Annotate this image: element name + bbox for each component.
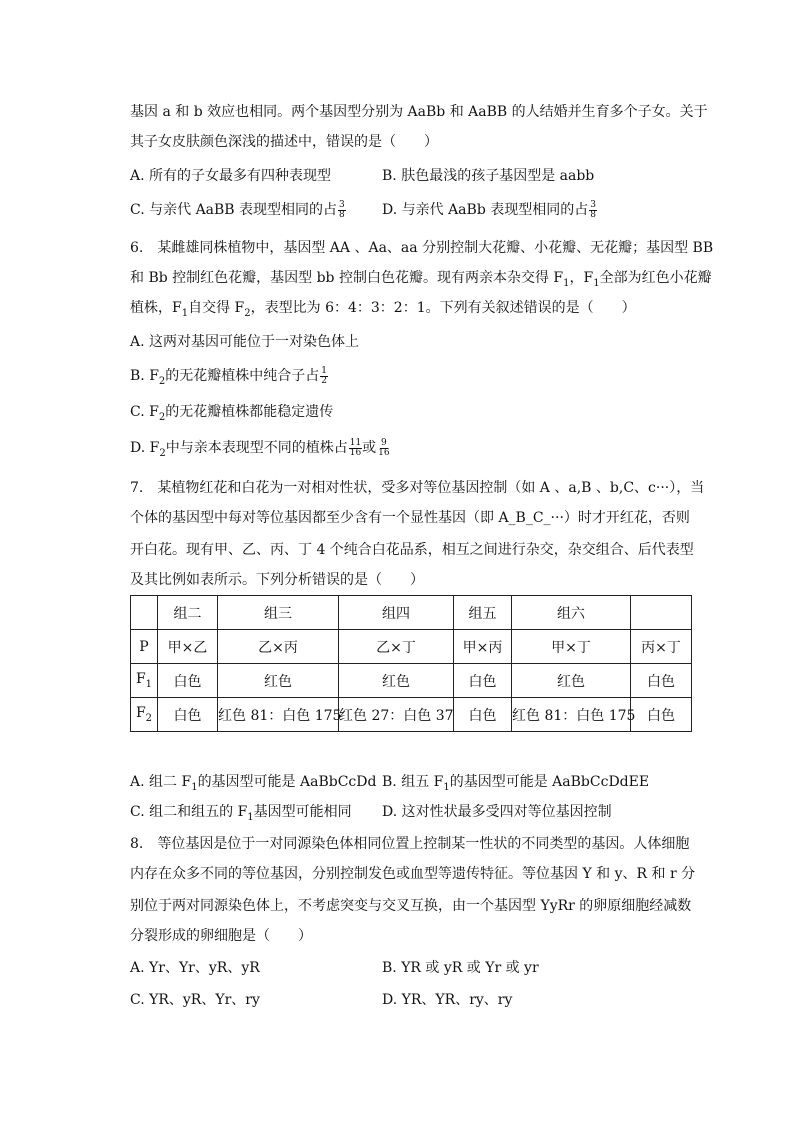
table-header xyxy=(131,596,158,630)
q8-stem-line-1: 8. 等位基因是位于一对同源染色体相同位置上控制某一性状的不同类型的基因。人体细胞 xyxy=(130,836,690,852)
q5-stem-line-1: 基因 a 和 b 效应也相同。两个基因型分别为 AaBb 和 AaBB 的人结婚并生育多个子女。关于 xyxy=(130,104,708,120)
table-cell: 白色 xyxy=(631,664,692,698)
cross-results-table xyxy=(130,595,692,732)
q7-option-b: B. 组五 $F_1$的基因型可能是 AaBbCcDdEE xyxy=(382,774,650,793)
table-cell: 丙×丁 xyxy=(631,630,692,664)
table-header: 组二 xyxy=(158,596,218,630)
q7-option-d: D. 这对性状最多受四对等位基因控制 xyxy=(382,804,612,820)
fraction: $\frac{3}{8}$ xyxy=(590,199,596,220)
table-cell: 乙×丙 xyxy=(218,630,339,664)
table-cell: 乙×丁 xyxy=(339,630,454,664)
table-cell: 红色 xyxy=(512,664,631,698)
q5-option-c-text: C. 与亲代 AaBB 表现型相同的占 xyxy=(130,202,338,218)
q8-option-b: B. YR 或 yR 或 Yr 或 yr xyxy=(382,960,539,976)
q8-stem-line-4: 分裂形成的卵细胞是（ ） xyxy=(130,928,312,944)
table-cell: 白色 xyxy=(454,698,512,732)
q5-option-d xyxy=(382,200,597,220)
table-cell: 红色 xyxy=(339,664,454,698)
q8-stem-line-2: 内存在众多不同的等位基因，分别控制发色或血型等遗传特征。等位基因 Y 和 y、R 和 r 分 xyxy=(130,866,696,882)
q6-option-a: A. 这两对基因可能位于一对染色体上 xyxy=(130,334,360,350)
q7-option-c: C. 组二和组五的 $F_1$基因型可能相同 xyxy=(130,804,352,823)
q6-option-c: C. $F_2$的无花瓣植株都能稳定遗传 xyxy=(130,404,334,423)
table-cell: P xyxy=(131,630,158,664)
fraction: $\frac{1}{2}$ xyxy=(321,365,328,386)
table-cell: 红色 27：白色 37 xyxy=(339,698,454,732)
table-header: 组五 xyxy=(454,596,512,630)
q8-stem-line-3: 别位于两对同源染色体上，不考虑突变与交叉互换，由一个基因型 YyRr 的卵原细胞经减数 xyxy=(130,898,692,914)
q7-stem-line-4: 及其比例如表所示。下列分析错误的是（ ） xyxy=(130,572,424,588)
table-row xyxy=(131,630,692,664)
table-cell: 甲×丁 xyxy=(512,630,631,664)
table-row xyxy=(131,698,692,732)
table-cell: $F_1$ xyxy=(131,664,158,698)
q6-stem-line-2: 和 Bb 控制红色花瓣，基因型 bb 控制白色花瓣。现有两亲本杂交得 $F_1$，$F_1$全部为红色小花瓣 xyxy=(130,270,712,289)
q5-option-b: B. 肤色最浅的孩子基因型是 aabb xyxy=(382,168,595,184)
q7-stem-line-1: 7. 某植物红花和白花为一对相对性状，受多对等位基因控制（如 A 、a,B 、b,C、c···），当 xyxy=(130,480,705,496)
q6-stem-line-1: 6. 某雌雄同株植物中，基因型 AA 、Aa、aa 分别控制大花瓣、小花瓣、无花瓣；基因型 BB xyxy=(130,240,714,256)
table-cell: 红色 81：白色 175 xyxy=(218,698,339,732)
table-header-row xyxy=(131,596,692,630)
q7-stem-line-3: 开白花。现有甲、乙、丙、丁 4 个纯合白花品系，相互之间进行杂交，杂交组合、后代表型 xyxy=(130,542,694,558)
table-cell: 红色 xyxy=(218,664,339,698)
table-cell: 白色 xyxy=(158,664,218,698)
fraction: $\frac{11}{16}$ xyxy=(349,437,362,458)
q7-stem-line-2: 个体的基因型中每对等位基因都至少含有一个显性基因（即 A_B_C_···）时才开红花，否则 xyxy=(130,510,690,526)
table-cell: 白色 xyxy=(631,698,692,732)
table-header: 组三 xyxy=(218,596,339,630)
table-cell: 甲×乙 xyxy=(158,630,218,664)
table-cell: $F_2$ xyxy=(131,698,158,732)
table-header: 组六 xyxy=(512,596,631,630)
table-cell: 红色 81：白色 175 xyxy=(512,698,631,732)
table-header xyxy=(631,596,692,630)
q6-option-d: D. $F_2$中与亲本表现型不同的植株占 $\frac{11}{16}$ 或 $\frac{9}{16}$ xyxy=(130,437,390,459)
table-cell: 甲×丙 xyxy=(454,630,512,664)
q8-option-d: D. YR、YR、ry、ry xyxy=(382,992,513,1008)
q7-option-a: A. 组二 $F_1$的基因型可能是 AaBbCcDd xyxy=(130,774,377,793)
table-cell: 白色 xyxy=(158,698,218,732)
q5-option-a: A. 所有的子女最多有四种表现型 xyxy=(130,168,332,184)
fraction: $\frac{3}{8}$ xyxy=(339,199,345,220)
table-cell: 白色 xyxy=(454,664,512,698)
q5-option-c xyxy=(130,200,346,220)
table-header: 组四 xyxy=(339,596,454,630)
q5-stem-line-2: 其子女皮肤颜色深浅的描述中，错误的是（ ） xyxy=(130,134,438,150)
q8-option-c: C. YR、yR、Yr、ry xyxy=(130,992,260,1008)
q6-stem-line-3: 植株，$F_1$自交得 $F_2$，表型比为 6：4：3：2：1。下列有关叙述错误的是（ ） xyxy=(130,300,636,319)
q6-option-b: B. $F_2$的无花瓣植株中纯合子占 $\frac{1}{2}$ xyxy=(130,365,328,387)
fraction: $\frac{9}{16}$ xyxy=(378,437,390,458)
q5-option-d-text: D. 与亲代 AaBb 表现型相同的占 xyxy=(382,202,589,218)
q8-option-a: A. Yr、Yr、yR、yR xyxy=(130,960,260,976)
table-row xyxy=(131,664,692,698)
